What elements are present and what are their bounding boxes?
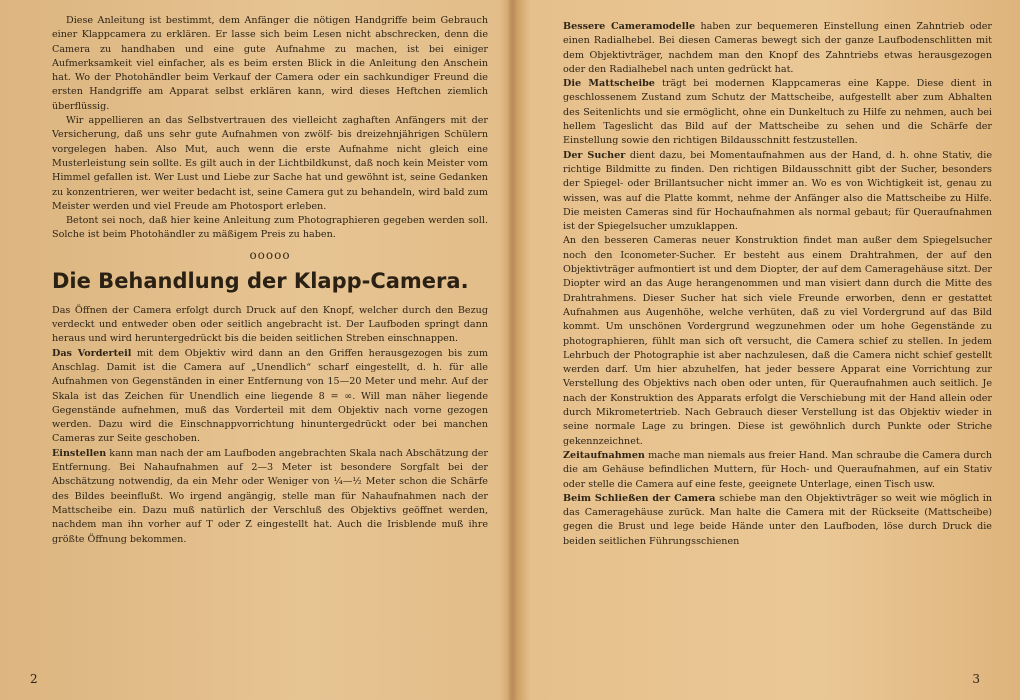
page-number-left: 2 (30, 672, 38, 686)
intro-paragraph-2: Wir appellieren an das Selbstvertrauen des vielleicht zaghaften Anfängers mit der Versicherung, daß uns sehr gute Aufnahmen von zwölf- bis dreizehnjährigen Schülern vorgelegen haben. Also Mut, auch wenn die erste Aufnahme nicht gleich eine Musterleistung sein sollte. Es gilt auch in der Lichtbildkunst, daß noch kein Meister vom Himmel gefallen ist. Wer Lust und Liebe zur Sache hat und gewöhnt ist, seine Gedanken zu konzentrieren, wer weiter bedacht ist, seine Camera gut zu behandeln, wird bald zum Meister werden und viel Freude am Photosport erleben. (52, 115, 488, 212)
paragraph-schliessen: Beim Schließen der Camera schiebe man den Objektivträger so weit wie möglich in das Cameragehäuse zurück. Man halte die Camera mit der Rückseite (Mattscheibe) gegen die Brust und lege beide Hände unter den Laufboden, löse durch Druck die beiden seitlichen Führungsschienen (563, 492, 992, 547)
section-heading: Die Behandlung der Klapp-Camera. (52, 268, 469, 293)
paragraph-einstellen: Einstellen kann man nach der am Laufboden angebrachten Skala nach Abschätzung der Entfernung. Bei Nahaufnahmen auf 2—3 Meter ist besondere Sorgfalt bei der Abschätzung notwendig, da ein Mehr oder Weniger von ¼—½ Meter schon die Schärfe des Bildes beeinflußt. Wo irgend angängig, stelle man für Nahaufnahmen nach der Mattscheibe ein. Dazu muß natürlich der Verschluß des Objektivs geöffnet werden, nachdem man ihn vorher auf T oder Z eingestellt hat. Auch die Irisblende muß ihre größte Öffnung bekommen. (52, 447, 488, 545)
page-number-right: 3 (972, 672, 980, 686)
paragraph-vorderteil: Das Vorderteil mit dem Objektiv wird dann an den Griffen herausgezogen bis zum Anschlag. Damit ist die Camera auf „Unendlich“ scharf eingestellt, d. h. für alle Aufnahmen von Gegenständen in einer Entfernung von 15—20 Meter und mehr. Auf der Skala ist das Zeichen für Unendlich eine liegende 8 = ∞. Will man näher liegende Gegenstände aufnehmen, muß das Vorderteil mit dem Objektiv nach vorne gezogen werden. Dazu wird die Einschnappvorrichtung hinuntergedrückt oder bei manchen Cameras zur Seite geschoben. (52, 347, 488, 445)
paragraph-sucher: Der Sucher dient dazu, bei Momentaufnahmen aus der Hand, d. h. ohne Stativ, die richtige Bildmitte zu finden. Den richtigen Bildausschnitt gibt der Sucher, besonders der Spiegel- oder Brillantsucher nicht immer an. Wo es von Wichtigkeit ist, genau zu wissen, was auf die Platte kommt, nehme der Anfänger also die Mattscheibe zu Hilfe. Die meisten Cameras sind für Hochaufnahmen als normal gebaut; für Queraufnahmen ist der Spiegelsucher umzuklappen. (563, 149, 993, 233)
right-page (515, 0, 1020, 700)
paragraph-mattscheibe: Die Mattscheibe trägt bei modernen Klappcameras eine Kappe. Diese dient in geschlossenem Zustand zum Schutz der Mattscheibe, aufgestellt aber zum Abhalten des Seitenlichts und sie ermöglicht, ohne ein Dunkeltuch zu Hilfe zu nehmen, auch bei hellem Tageslicht das Bild auf der Mattscheibe zu sehen und die Schärfe der Einstellung sowie den richtigen Bildausschnitt festzustellen. (563, 78, 992, 147)
paragraph-zeitaufnahmen: Zeitaufnahmen mache man niemals aus freier Hand. Man schraube die Camera durch die am Gehäuse befindlichen Muttern, für Hoch- und Queraufnahmen, auf ein Stativ oder stelle die Camera auf eine feste, geeignete Unterlage, einen Tisch usw. (563, 449, 992, 490)
ornament-divider: ooooo (249, 247, 291, 262)
paragraph-iconometer: An den besseren Cameras neuer Konstruktion findet man außer dem Spiegelsucher noch den Iconometer-Sucher. Er besteht aus einem Drahtrahmen, der auf den Objektivträger aufmontiert ist und dem Diopter, der auf dem Cameragehäuse sitzt. Der Diopter wird an das Auge herangenommen und man visiert dann durch die Mitte des Drahtrahmens. Dieser Sucher hat sich viele Freunde erworben, denn er gestattet Aufnahmen aus Augenhöhe, welche verhüten, daß zu viel Vordergrund auf das Bild kommt. Um unschönen Vordergrund wegzunehmen oder um hohe Gegenstände zu photographieren, fühlt man sich oft versucht, die Camera schief zu stellen. In jedem Lehrbuch der Photographie ist aber nachzulesen, daß die Camera nicht schief gestellt werden darf. Um hier abzuhelfen, hat jeder bessere Apparat eine Vorrichtung zur Verstellung des Objektivs nach oben oder unten, für Queraufnahmen auch seitlich. Je nach der Konstruktion des Apparats erfolgt die Verschiebung mit der Hand allein oder durch Mikrometertrieb. Nach Gebrauch dieser Verstellung ist das Objektiv wieder in seine normale Lage zu bringen. Diese ist gewöhnlich durch Punkte oder Striche gekennzeichnet. (563, 235, 992, 447)
intro-paragraph-1: Diese Anleitung ist bestimmt, dem Anfänger die nötigen Handgriffe beim Gebrauch einer Klappcamera zu erklären. Er lasse sich beim Lesen nicht abschrecken, denn die Camera zu handhaben und eine gute Aufnahme zu machen, ist bei einiger Aufmerksamkeit viel einfacher, als es beim ersten Blick in die Anleitung den Anschein hat. Wo der Photohändler beim Verkauf der Camera oder ein sachkundiger Freund die ersten Handgriffe am Apparat selbst erklären kann, wird dieses Heftchen ziemlich überflüssig. (52, 15, 488, 112)
paragraph-cameramodelle: Bessere Cameramodelle haben zur bequemeren Einstellung einen Zahntrieb oder einen Radialhebel. Bei diesen Cameras bewegt sich der ganze Laufbodenschlitten mit dem Objektivträger, nachdem man den Knopf des Zahntriebs etwas herausgezogen oder den Radialhebel nach unten gedrückt hat. (563, 21, 993, 75)
intro-paragraph-3: Betont sei noch, daß hier keine Anleitung zum Photographieren gegeben werden soll. Solche ist beim Photohändler zu mäßigem Preis zu haben. (52, 215, 488, 241)
paragraph-opening: Das Öffnen der Camera erfolgt durch Druck auf den Knopf, welcher durch den Bezug verdeckt und entweder oben oder seitlich angebracht ist. Der Laufboden springt dann heraus und wird heruntergedrückt bis die beiden seitlichen Streben einschnappen. (52, 304, 488, 345)
